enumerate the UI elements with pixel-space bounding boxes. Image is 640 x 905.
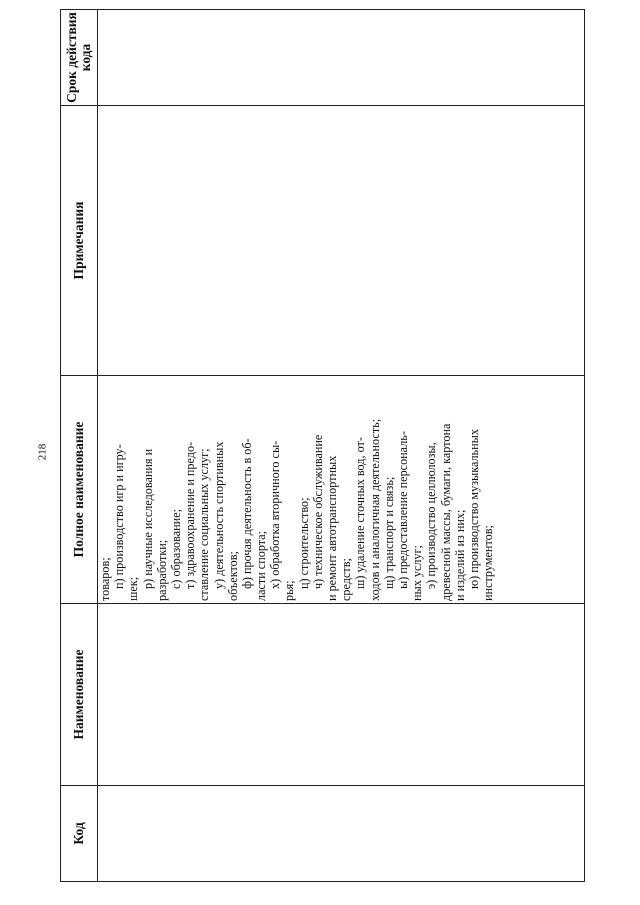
full-name-line: с) образование; (168, 509, 183, 589)
full-name-line: у) деятельность спортивных (211, 441, 226, 589)
full-name-line: разработки; (154, 539, 169, 601)
full-name-line: шек; (126, 576, 141, 601)
full-name-line: т) здравоохранение и предо- (183, 441, 198, 589)
full-name-cell (98, 376, 585, 604)
full-name-line: рья; (282, 580, 297, 601)
page-number-text: 218 (36, 443, 48, 461)
rotated-table-sheet (60, 10, 585, 882)
full-name-line: ных услуг; (410, 545, 425, 601)
table-row (98, 10, 585, 882)
header-code: Код (61, 786, 98, 882)
table-header-row (61, 10, 98, 882)
full-name-line: и изделий из них; (452, 509, 467, 601)
full-name-line: ц) строительство; (296, 497, 311, 589)
classification-table (60, 9, 585, 882)
full-name-line: р) научные исследования и (140, 448, 155, 589)
full-name-line: ходов и аналогичная деятельность; (367, 418, 382, 601)
full-name-line: ы) предоставление персональ- (395, 431, 410, 589)
full-name-line: товаров; (98, 557, 112, 601)
full-name-line: х) обработка вторичного сы- (268, 440, 283, 589)
header-validity: Срок действия кода (61, 10, 98, 106)
full-name-line: ф) прочая деятельность в об- (239, 438, 254, 589)
full-name-line: объектов; (225, 551, 240, 601)
code-cell (98, 786, 585, 882)
notes-cell (98, 106, 585, 376)
full-name-line: ю) производство музыкальных (466, 429, 481, 589)
full-name-line: ласти спорта; (254, 530, 269, 601)
name-cell (98, 604, 585, 786)
full-name-line: ч) техническое обслуживание (310, 434, 325, 589)
full-name-line: инструментов; (481, 525, 496, 601)
header-full-name: Полное наименование (61, 376, 98, 604)
full-name-line: ш) удаление сточных вод, от- (353, 437, 368, 589)
validity-cell (98, 10, 585, 106)
full-name-line: и ремонт автотранспортных (325, 455, 339, 601)
full-name-line: ставление социальных услуг; (197, 448, 212, 601)
full-name-line: щ) транспорт и связь; (381, 476, 396, 589)
full-name-line: э) производство целлюлозы, (424, 442, 439, 589)
table-rotation-frame (60, 10, 585, 882)
page-number (36, 440, 48, 464)
header-notes: Примечания (61, 106, 98, 376)
header-name: Наименование (61, 604, 98, 786)
full-name-line: п) производство игр и игру- (112, 444, 127, 589)
full-name-line: средств; (339, 558, 354, 601)
full-name-line: древесной массы, бумаги, картона (438, 423, 453, 601)
